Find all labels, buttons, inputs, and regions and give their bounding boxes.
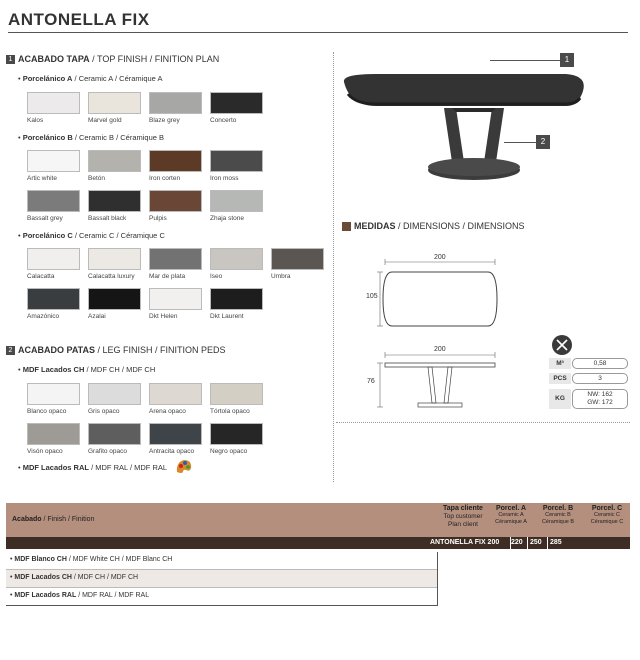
ceramic-a-label: Concerto xyxy=(210,117,237,124)
col-ceramic-c: Porcel. C Ceramic C Céramique C xyxy=(590,505,624,525)
volume-key: M³ xyxy=(549,358,571,369)
ceramic-c-swatch xyxy=(27,248,80,270)
ceramic-a-label: Marvel gold xyxy=(88,117,122,124)
ceramic-a-swatch xyxy=(210,92,263,114)
leg-finish-swatch xyxy=(27,423,80,445)
ceramic-a-label: Kalos xyxy=(27,117,44,124)
col-ceramic-b: Porcel. B Ceramic B Céramique B xyxy=(541,505,575,525)
ceramic-a-swatch xyxy=(27,92,80,114)
ceramic-b-label: Bassalt grey xyxy=(27,215,63,222)
leg-finish-swatch xyxy=(88,383,141,405)
ceramic-c-swatch xyxy=(210,248,263,270)
ceramic-c-label: Azalai xyxy=(88,313,106,320)
group-ceramic-b-heading: • Porcelánico B / Ceramic B / Céramique B xyxy=(18,133,165,142)
cell-divider xyxy=(547,537,548,549)
leg-finish-label: Arena opaco xyxy=(149,408,186,415)
ceramic-b-swatch xyxy=(149,150,202,172)
leg-finish-swatch xyxy=(27,383,80,405)
price-ceramic-a: 220 xyxy=(511,539,523,546)
ceramic-c-swatch xyxy=(27,288,80,310)
finish-column-heading: Acabado / Finish / Finition xyxy=(12,516,95,523)
pieces-key: PCS xyxy=(549,373,571,384)
specs-divider xyxy=(336,422,630,423)
leg-finish-label: Grafito opaco xyxy=(88,448,128,455)
ceramic-c-label: Dkt Laurent xyxy=(210,313,244,320)
gross-weight: GW: 172 xyxy=(587,399,613,406)
ceramic-c-swatch xyxy=(88,288,141,310)
product-name-cell: ANTONELLA FIX 200 xyxy=(430,539,500,546)
ceramic-c-swatch xyxy=(271,248,324,270)
ceramic-b-swatch xyxy=(27,190,80,212)
leg-finish-label: Tórtola opaco xyxy=(210,408,250,415)
ceramic-c-label: Calacatta xyxy=(27,273,55,280)
ceramic-b-swatch xyxy=(149,190,202,212)
leg-finish-label: Antracita opaco xyxy=(149,448,195,455)
row-label: • MDF Lacados CH / MDF CH / MDF CH xyxy=(10,574,139,581)
page-title: ANTONELLA FIX xyxy=(8,10,150,29)
weight-value xyxy=(572,389,628,409)
height-label: 76 xyxy=(367,378,375,385)
ceramic-a-label: Blaze grey xyxy=(149,117,180,124)
ceramic-b-swatch xyxy=(88,190,141,212)
ral-palette-icon xyxy=(175,458,193,479)
col-top-customer: Tapa cliente Top customer Plan client xyxy=(443,505,483,528)
group-ceramic-c-heading: • Porcelánico C / Ceramic C / Céramique C xyxy=(18,231,165,240)
callout-tag-top: 1 xyxy=(560,53,574,67)
ceramic-c-label: Umbra xyxy=(271,273,291,280)
dimensions-heading: MEDIDAS / DIMENSIONS / DIMENSIONS xyxy=(342,221,525,231)
section-top-finish-heading: 1 ACABADO TAPA / TOP FINISH / FINITION PLAN xyxy=(6,54,219,64)
ceramic-a-swatch xyxy=(149,92,202,114)
ceramic-b-label: Iron moss xyxy=(210,175,239,182)
section-number-badge: 1 xyxy=(6,55,15,64)
group-ceramic-a-heading: • Porcelánico A / Ceramic A / Céramique A xyxy=(18,74,163,83)
ceramic-c-swatch xyxy=(149,288,202,310)
price-ceramic-c: 285 xyxy=(550,539,562,546)
top-view-drawing xyxy=(360,250,520,335)
leg-finish-swatch xyxy=(149,423,202,445)
ceramic-c-swatch xyxy=(88,248,141,270)
table-row xyxy=(6,570,438,588)
ceramic-c-swatch xyxy=(149,248,202,270)
leg-finish-swatch xyxy=(210,383,263,405)
ceramic-a-swatch xyxy=(88,92,141,114)
callout-tag-legs: 2 xyxy=(536,135,550,149)
group-mdf-ral-heading: • MDF Lacados RAL / MDF RAL / MDF RAL xyxy=(18,463,168,472)
top-width-label: 200 xyxy=(434,254,446,261)
price-ceramic-b: 250 xyxy=(530,539,542,546)
leg-finish-swatch xyxy=(149,383,202,405)
leg-finish-label: Blanco opaco xyxy=(27,408,67,415)
ceramic-b-label: Pulpis xyxy=(149,215,167,222)
dimensions-badge xyxy=(342,222,351,231)
ceramic-c-label: Mar de plata xyxy=(149,273,186,280)
title-divider xyxy=(8,32,628,33)
row-label: • MDF Lacados RAL / MDF RAL / MDF RAL xyxy=(10,592,150,599)
leg-finish-swatch xyxy=(210,423,263,445)
product-image xyxy=(336,52,596,197)
ceramic-c-label: Dkt Helen xyxy=(149,313,178,320)
ceramic-c-label: Calacatta luxury xyxy=(88,273,135,280)
side-view-drawing xyxy=(360,345,520,420)
ceramic-c-label: Amazónico xyxy=(27,313,60,320)
ceramic-b-label: Iron corten xyxy=(149,175,181,182)
ceramic-b-label: Betón xyxy=(88,175,105,182)
pieces-value: 3 xyxy=(572,373,628,384)
table-row xyxy=(6,588,438,606)
ceramic-b-swatch xyxy=(88,150,141,172)
cell-divider xyxy=(527,537,528,549)
col-ceramic-a: Porcel. A Ceramic A Céramique A xyxy=(495,505,527,525)
packing-icon xyxy=(551,334,573,361)
weight-key: KG xyxy=(549,389,571,409)
ceramic-b-label: Artic white xyxy=(27,175,57,182)
volume-value: 0,58 xyxy=(572,358,628,369)
ceramic-c-swatch xyxy=(210,288,263,310)
leg-finish-swatch xyxy=(88,423,141,445)
row-label: • MDF Blanco CH / MDF White CH / MDF Blanc CH xyxy=(10,556,173,563)
net-weight: NW: 162 xyxy=(587,391,613,398)
ceramic-b-swatch xyxy=(210,190,263,212)
group-mdf-ch-heading: • MDF Lacados CH / MDF CH / MDF CH xyxy=(18,365,156,374)
leg-finish-label: Gris opaco xyxy=(88,408,120,415)
callout-line-legs xyxy=(504,142,536,143)
column-divider xyxy=(333,52,334,482)
callout-line-top xyxy=(490,60,560,61)
ceramic-c-label: Iseo xyxy=(210,273,223,280)
section-leg-finish-heading: 2 ACABADO PATAS / LEG FINISH / FINITION PEDS xyxy=(6,345,226,355)
ceramic-b-swatch xyxy=(210,150,263,172)
ceramic-b-label: Bassalt black xyxy=(88,215,127,222)
section-number-badge: 2 xyxy=(6,346,15,355)
ceramic-b-label: Zhaja stone xyxy=(210,215,244,222)
top-depth-label: 105 xyxy=(366,293,378,300)
leg-finish-label: Visón opaco xyxy=(27,448,63,455)
table-right-border xyxy=(437,552,438,605)
ceramic-b-swatch xyxy=(27,150,80,172)
side-width-label: 200 xyxy=(434,346,446,353)
table-row xyxy=(6,552,438,570)
leg-finish-label: Negro opaco xyxy=(210,448,248,455)
